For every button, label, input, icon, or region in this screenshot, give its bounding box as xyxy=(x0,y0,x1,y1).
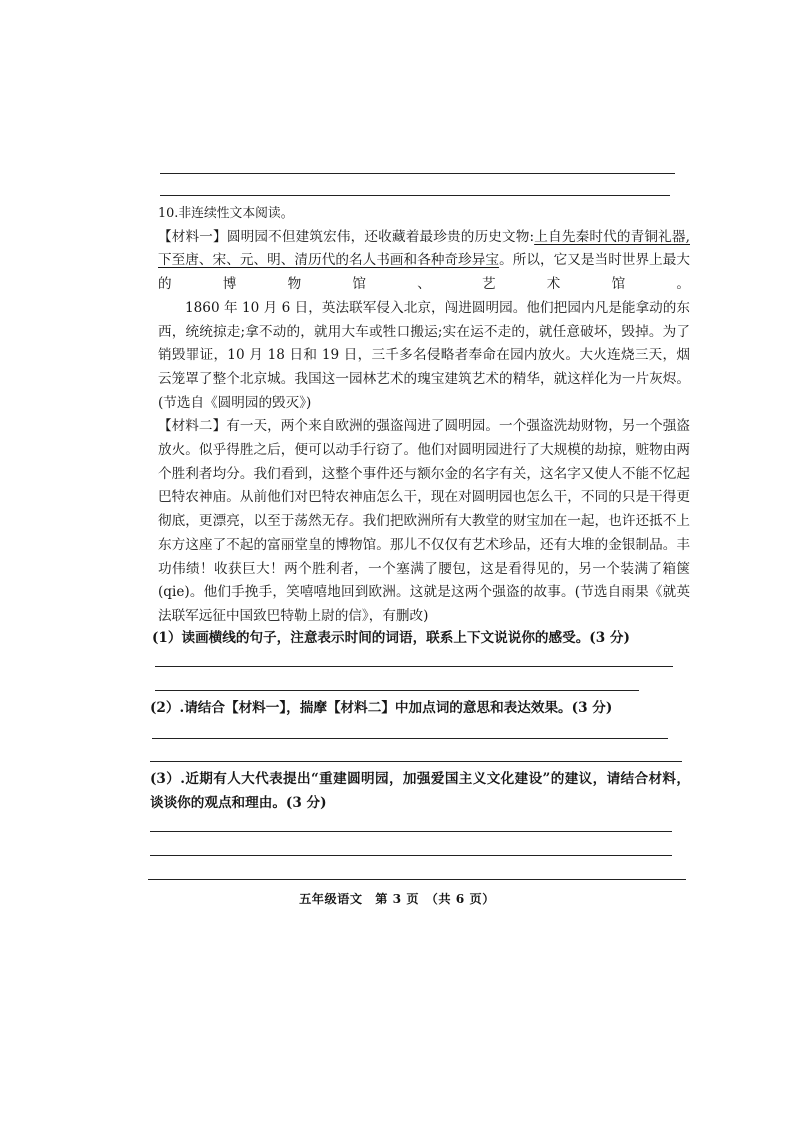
sub-question-3 xyxy=(150,768,690,815)
material1-text-before: 圆明园不但建筑宏伟，还收藏着最珍贵的历史文物: xyxy=(226,228,535,245)
material2-text: 有一天，两个来自欧洲的强盗闯进了圆明园。一个强盗洗劫财物，另一个强盗放火。似乎得胜之后，便可以动手行窃了。他们对圆明园进行了大规模的劫掠，赃物由两个胜利者均分。我们看到，这整个事件还与额尔金的名字有关，这名字又使人不能不忆起巴特农神庙。从前他们对巴特农神庙怎么干，现在对圆明园也怎么干，不同的只是干得更彻底，更漂亮，以至于荡然无存。我们把欧洲所有大教堂的财宝加在一起，也许还抵不上东方这座了不起的富丽堂皇的博物馆。那儿不仅仅有艺术珍品，还有大堆的金银制品。丰功伟绩！收获巨大！两个胜利者，一个塞满了腰包，这是看得见的，另一个装满了箱箧(qie)。他们手挽手，笑嘻嘻地回到欧洲。这就是这两个强盗的故事。(节选自雨果《就英法联军远征中国致巴特勒上尉的信》，有删改) xyxy=(158,418,691,624)
answer-line xyxy=(150,855,672,856)
answer-line xyxy=(160,173,675,174)
answer-line xyxy=(148,879,686,880)
answer-line xyxy=(160,195,670,196)
question-title: 10.非连续性文本阅读。 xyxy=(158,206,294,221)
answer-line xyxy=(150,761,682,762)
sub-question-3-line2: 谈谈你的观点和理由。(3 分) xyxy=(150,794,327,811)
sub-question-2: (2）.请结合【材料一】，揣摩【材料二】中加点词的意思和表达效果。(3 分) xyxy=(150,700,613,716)
material1-paragraph1 xyxy=(158,226,690,297)
answer-line xyxy=(155,666,673,667)
passage xyxy=(158,202,690,629)
material1-label: 【材料一】 xyxy=(158,228,227,245)
material1-paragraph2: 1860 年 10 月 6 日，英法联军侵入北京，闯进圆明园。他们把园内凡是能拿动的东西，统统掠走;拿不动的，就用大车或牲口搬运;实在运不走的，就任意破坏，毁掉。为了销毁罪证，10 月 18 日和 19 日，三千多名侵略者奉命在园内放火。大火连烧三天，烟云笼罩了整个北京城。我国这一园林艺术的瑰宝建筑艺术的精华，就这样化为一片灰烬。(节选自《圆明园的毁灭》) xyxy=(158,299,690,411)
sub-question-3-line1: (3）.近期有人大代表提出“重建圆明园，加强爱国主义文化建设”的建议，请结合材料， xyxy=(150,771,690,787)
material2-label: 【材料二】 xyxy=(158,418,227,435)
underlined-sentence-part-a: 上自先秦时代的青铜礼器, xyxy=(534,228,690,245)
answer-line xyxy=(150,831,672,832)
sub-question-1: (1）读画横线的句子，注意表示时间的词语，联系上下文说说你的感受。(3 分) xyxy=(152,630,630,646)
page-footer: 五年级语文 第 3 页 （共 6 页） xyxy=(299,892,495,906)
material1-text-after: 。所以，它又是当时世界上最大的博物馆、艺术馆。 xyxy=(158,252,691,293)
answer-line xyxy=(152,738,668,739)
underlined-sentence-part-b: 下至唐、宋、元、明、清历代的名人书画和各种奇珍异宝 xyxy=(158,252,500,269)
answer-line xyxy=(155,690,639,691)
material2-paragraph xyxy=(158,415,690,628)
